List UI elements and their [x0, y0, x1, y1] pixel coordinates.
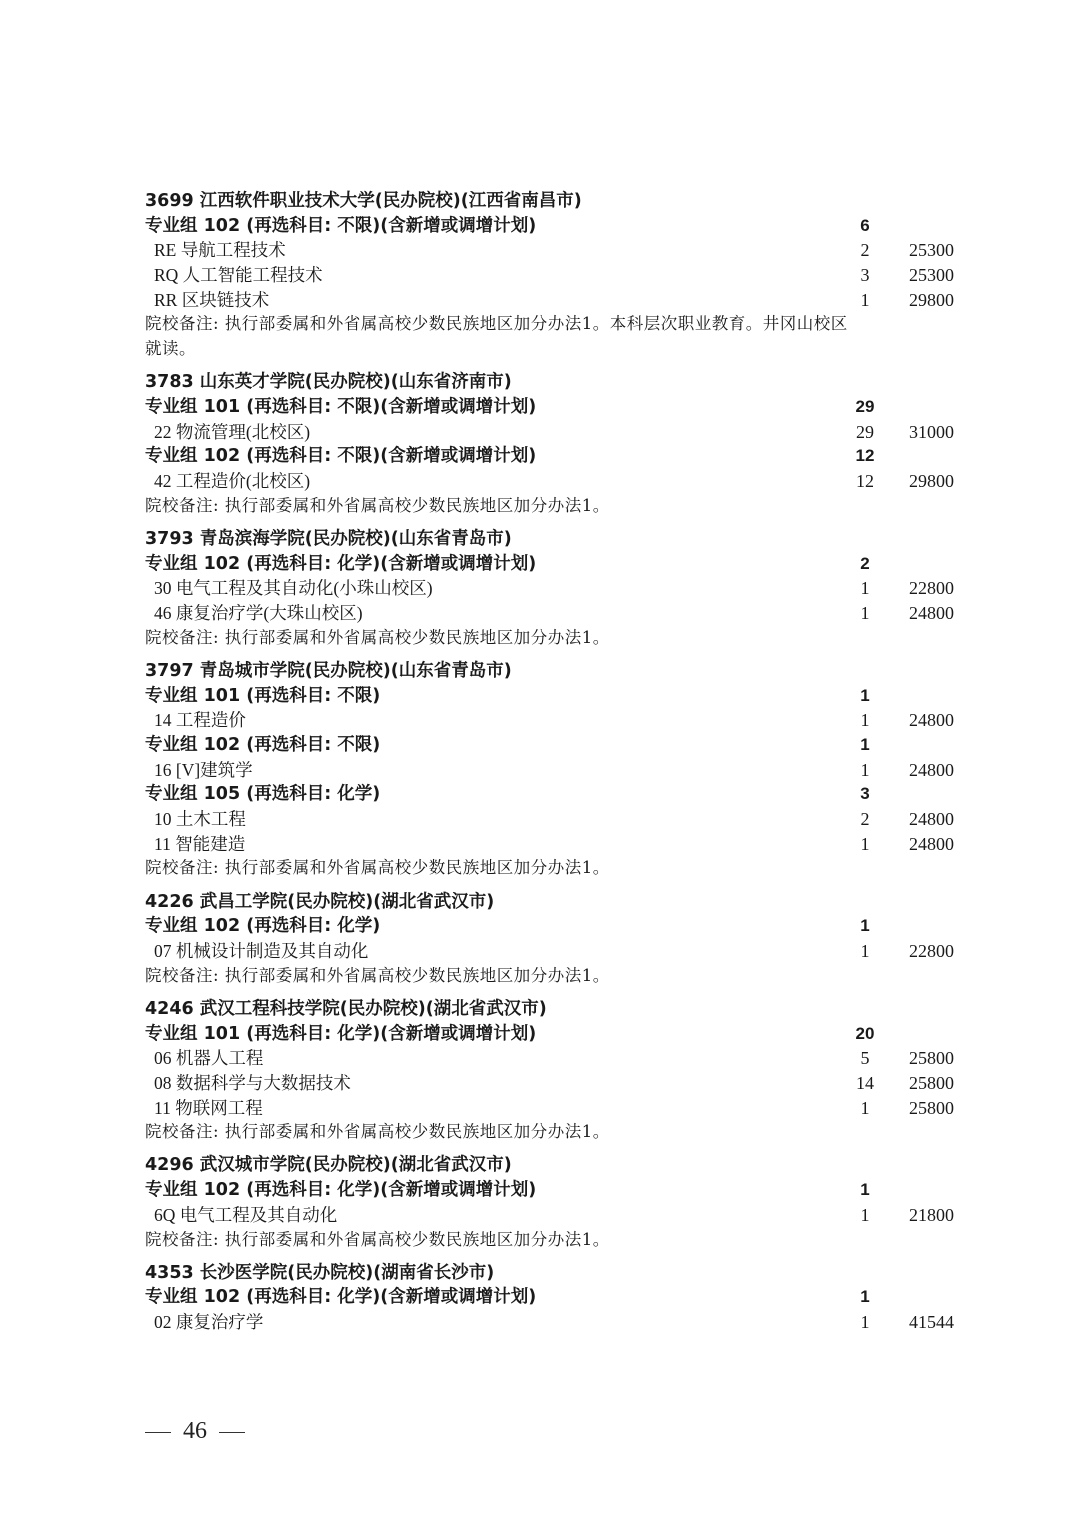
major-name: 14 工程造价: [154, 710, 246, 731]
major-group-row: [145, 395, 965, 420]
major-group-row: [145, 444, 965, 469]
group-plan-count: 29: [855, 397, 875, 416]
major-plan-count: 3: [860, 265, 870, 286]
major-name: 08 数据科学与大数据技术: [154, 1072, 351, 1093]
major-tuition: 25300: [909, 265, 954, 286]
institution-note: 就读。: [145, 339, 196, 359]
major-plan-count: 1: [860, 1097, 870, 1118]
group-plan-count: 3: [860, 784, 870, 804]
major-tuition: 24800: [909, 759, 954, 780]
major-plan-count: 2: [860, 809, 870, 829]
group-plan-count: 1: [860, 685, 870, 705]
major-name: 46 康复治疗学(大珠山校区): [154, 603, 363, 623]
major-plan-count: 1: [860, 289, 870, 310]
major-name: 11 物联网工程: [154, 1097, 263, 1118]
major-tuition: 24800: [909, 833, 954, 854]
major-name: 22 物流管理(北校区): [154, 421, 311, 442]
major-name: 42 工程造价(北校区): [154, 471, 311, 492]
group-plan-count: 1: [860, 1180, 870, 1200]
major-row: [145, 288, 965, 313]
institution-note: 院校备注: 执行部委属和外省属高校少数民族地区加分办法1。本科层次职业教育。井冈山校区: [145, 314, 848, 334]
major-plan-count: 14: [856, 1072, 874, 1093]
major-tuition: 22800: [909, 940, 954, 961]
major-plan-count: 1: [860, 710, 870, 731]
footer-dash-right: [219, 1432, 245, 1434]
major-row: [145, 469, 965, 494]
major-group-label: 专业组 102 (再选科目: 不限): [145, 734, 381, 755]
major-tuition: 24800: [909, 809, 954, 829]
institution-block: [145, 890, 965, 989]
major-tuition: 22800: [909, 578, 954, 599]
institution-block: [145, 370, 965, 518]
major-row: [145, 758, 965, 783]
major-group-row: [145, 1022, 965, 1047]
major-plan-count: 1: [860, 759, 870, 780]
major-group-label: 专业组 102 (再选科目: 化学)(含新增或调增计划): [145, 1287, 537, 1308]
group-plan-count: 6: [860, 215, 870, 235]
major-plan-count: 29: [856, 421, 874, 442]
major-row: [145, 238, 965, 263]
major-name: 02 康复治疗学: [154, 1312, 264, 1333]
major-group-row: [145, 552, 965, 577]
group-plan-count: 1: [860, 916, 870, 936]
major-row: [145, 708, 965, 733]
major-tuition: 25800: [909, 1048, 954, 1069]
institution-title: 4226 武昌工学院(民办院校)(湖北省武汉市): [145, 891, 495, 912]
institution-note: 院校备注: 执行部委属和外省属高校少数民族地区加分办法1。: [145, 965, 610, 985]
major-tuition: 21800: [909, 1204, 954, 1225]
page-footer: [145, 1418, 245, 1445]
major-plan-count: 2: [860, 240, 870, 261]
major-tuition: 29800: [909, 289, 954, 310]
institution-block: [145, 997, 965, 1145]
major-name: 10 土木工程: [154, 809, 246, 829]
major-row: [145, 1096, 965, 1121]
group-plan-count: 2: [860, 553, 870, 573]
group-plan-count: 1: [860, 734, 870, 754]
major-plan-count: 1: [860, 603, 870, 623]
institution-title: 3783 山东英才学院(民办院校)(山东省济南市): [145, 372, 512, 393]
group-plan-count: 12: [855, 446, 875, 466]
institution-title: 4246 武汉工程科技学院(民办院校)(湖北省武汉市): [145, 998, 547, 1019]
major-row: [145, 576, 965, 601]
institution-block: [145, 1153, 965, 1252]
major-tuition: 24800: [909, 603, 954, 623]
major-name: RR 区块链技术: [154, 289, 270, 310]
institution-note: 院校备注: 执行部委属和外省属高校少数民族地区加分办法1。: [145, 1229, 610, 1249]
major-group-row: [145, 733, 965, 758]
major-row: [145, 601, 965, 626]
enrollment-plan-list: [145, 189, 965, 1335]
major-group-label: 专业组 102 (再选科目: 化学)(含新增或调增计划): [145, 1180, 537, 1201]
major-row: [145, 939, 965, 964]
institution-note: 院校备注: 执行部委属和外省属高校少数民族地区加分办法1。: [145, 1122, 610, 1142]
major-group-row: [145, 1285, 965, 1310]
major-group-label: 专业组 101 (再选科目: 不限)(含新增或调增计划): [145, 397, 537, 417]
major-name: 30 电气工程及其自动化(小珠山校区): [154, 578, 433, 599]
group-plan-count: 20: [855, 1023, 875, 1043]
major-name: 6Q 电气工程及其自动化: [154, 1204, 338, 1225]
major-plan-count: 1: [860, 1312, 870, 1333]
institution-note: 院校备注: 执行部委属和外省属高校少数民族地区加分办法1。: [145, 858, 610, 878]
major-row: [145, 1310, 965, 1335]
major-row: [145, 807, 965, 832]
major-group-label: 专业组 102 (再选科目: 不限)(含新增或调增计划): [145, 215, 537, 236]
major-row: [145, 1203, 965, 1228]
institution-title: 3699 江西软件职业技术大学(民办院校)(江西省南昌市): [145, 191, 582, 211]
major-group-label: 专业组 102 (再选科目: 化学): [145, 916, 381, 937]
major-group-label: 专业组 101 (再选科目: 不限): [145, 685, 381, 706]
institution-block: [145, 527, 965, 650]
major-row: [145, 1071, 965, 1096]
major-group-row: [145, 914, 965, 939]
major-group-row: [145, 214, 965, 239]
major-tuition: 31000: [909, 421, 954, 442]
institution-block: [145, 659, 965, 881]
major-group-row: [145, 782, 965, 807]
major-group-label: 专业组 101 (再选科目: 化学)(含新增或调增计划): [145, 1023, 537, 1044]
major-plan-count: 12: [856, 471, 874, 492]
institution-note: 院校备注: 执行部委属和外省属高校少数民族地区加分办法1。: [145, 627, 610, 647]
major-plan-count: 1: [860, 833, 870, 854]
major-row: [145, 832, 965, 857]
major-tuition: 41544: [909, 1312, 954, 1333]
major-group-row: [145, 1178, 965, 1203]
major-name: RE 导航工程技术: [154, 240, 286, 261]
major-tuition: 25300: [909, 240, 954, 261]
major-group-label: 专业组 105 (再选科目: 化学): [145, 784, 381, 805]
major-plan-count: 1: [860, 578, 870, 599]
major-name: 11 智能建造: [154, 833, 246, 854]
institution-title: 4296 武汉城市学院(民办院校)(湖北省武汉市): [145, 1155, 512, 1176]
major-name: 07 机械设计制造及其自动化: [154, 940, 369, 961]
institution-title: 3797 青岛城市学院(民办院校)(山东省青岛市): [145, 660, 512, 681]
major-plan-count: 5: [860, 1048, 870, 1069]
major-tuition: 25800: [909, 1097, 954, 1118]
page-number: 46: [183, 1418, 207, 1444]
major-tuition: 24800: [909, 710, 954, 731]
major-tuition: 25800: [909, 1072, 954, 1093]
major-tuition: 29800: [909, 471, 954, 492]
major-plan-count: 1: [860, 940, 870, 961]
major-name: RQ 人工智能工程技术: [154, 265, 323, 286]
major-group-label: 专业组 102 (再选科目: 化学)(含新增或调增计划): [145, 553, 537, 574]
major-group-label: 专业组 102 (再选科目: 不限)(含新增或调增计划): [145, 446, 537, 467]
institution-note: 院校备注: 执行部委属和外省属高校少数民族地区加分办法1。: [145, 495, 610, 515]
footer-dash-left: [145, 1432, 171, 1434]
major-plan-count: 1: [860, 1204, 870, 1225]
major-row: [145, 263, 965, 288]
major-group-row: [145, 684, 965, 709]
institution-block: [145, 189, 965, 362]
major-name: 06 机器人工程: [154, 1048, 264, 1069]
major-name: 16 [V]建筑学: [154, 759, 253, 780]
major-row: [145, 1046, 965, 1071]
group-plan-count: 1: [860, 1287, 870, 1307]
institution-block: [145, 1261, 965, 1335]
institution-title: 4353 长沙医学院(民办院校)(湖南省长沙市): [145, 1262, 495, 1283]
institution-title: 3793 青岛滨海学院(民办院校)(山东省青岛市): [145, 528, 512, 549]
major-row: [145, 420, 965, 445]
